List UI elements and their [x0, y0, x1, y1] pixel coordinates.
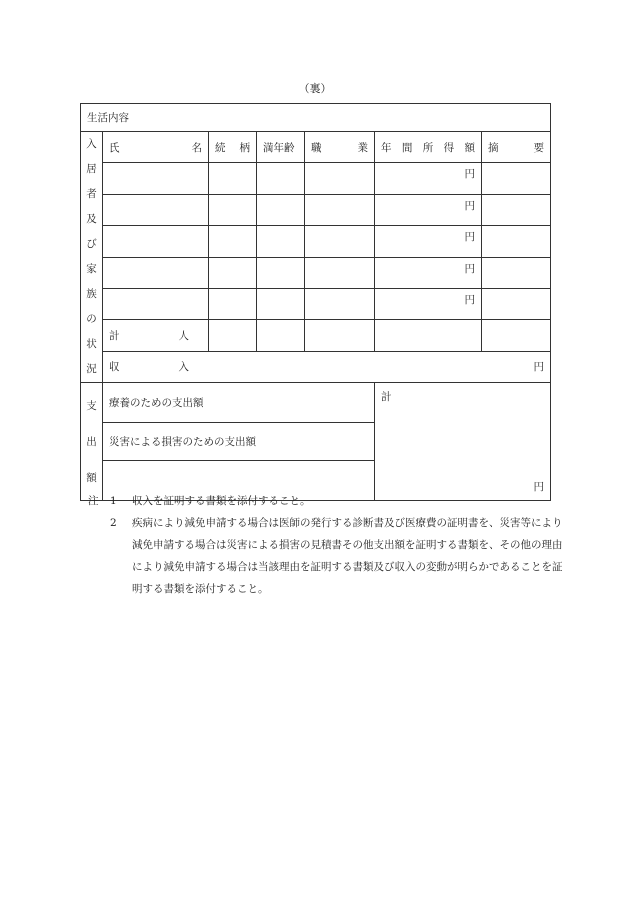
member-occupation-cell[interactable] [305, 226, 375, 257]
member-relation-cell[interactable] [209, 288, 257, 319]
note-item [88, 490, 572, 512]
member-row [81, 288, 551, 319]
header-name: 氏 名 [103, 132, 209, 163]
member-occupation-cell[interactable] [305, 163, 375, 194]
member-age-cell[interactable] [257, 288, 305, 319]
member-relation-cell[interactable] [209, 163, 257, 194]
member-remarks-cell[interactable] [482, 226, 551, 257]
notes-lead: 注 [88, 495, 99, 507]
note-item [88, 512, 572, 600]
income-label-1: 収 [109, 361, 120, 374]
member-income-cell[interactable] [375, 257, 482, 288]
yen-unit: 円 [464, 262, 475, 275]
yen-unit: 円 [464, 199, 475, 212]
member-name-cell[interactable] [103, 257, 209, 288]
note-text: 収入を証明する書類を添付すること。 [132, 495, 311, 507]
expense-row [81, 383, 551, 423]
member-row [81, 194, 551, 225]
member-name-cell[interactable] [103, 163, 209, 194]
member-age-cell[interactable] [257, 226, 305, 257]
member-income-cell[interactable] [375, 288, 482, 319]
member-income-cell[interactable] [375, 163, 482, 194]
header-occupation: 職 業 [305, 132, 375, 163]
household-status-label: 入 居 者 及 び 家 族 の 状 況 [81, 132, 103, 383]
note-number: 1 [110, 495, 117, 507]
note-number: 2 [110, 517, 117, 529]
yen-unit: 円 [464, 293, 475, 306]
member-income-cell[interactable] [375, 194, 482, 225]
header-age: 満年齢 [257, 132, 305, 163]
yen-unit: 円 [533, 361, 544, 374]
total-age-cell[interactable] [257, 320, 305, 351]
member-name-cell[interactable] [103, 194, 209, 225]
member-age-cell[interactable] [257, 163, 305, 194]
member-row [81, 226, 551, 257]
member-age-cell[interactable] [257, 257, 305, 288]
header-relation: 続 柄 [209, 132, 257, 163]
member-row [81, 257, 551, 288]
member-relation-cell[interactable] [209, 257, 257, 288]
header-remarks: 摘 要 [482, 132, 551, 163]
total-persons-row [81, 320, 551, 351]
expense-total-cell[interactable] [375, 383, 551, 501]
expense-label: 支 出 額 [81, 383, 103, 501]
member-occupation-cell[interactable] [305, 257, 375, 288]
member-occupation-cell[interactable] [305, 288, 375, 319]
total-occupation-cell[interactable] [305, 320, 375, 351]
yen-unit: 円 [533, 481, 544, 493]
household-form-table [80, 103, 551, 501]
expense-disaster[interactable]: 災害による損害のための支出額 [103, 423, 375, 461]
total-persons-label: 計 人 [103, 320, 209, 351]
yen-unit: 円 [464, 168, 475, 181]
page-side-label: （裏） [298, 82, 332, 95]
member-remarks-cell[interactable] [482, 194, 551, 225]
member-relation-cell[interactable] [209, 194, 257, 225]
member-income-cell[interactable] [375, 226, 482, 257]
member-remarks-cell[interactable] [482, 288, 551, 319]
section-title: 生活内容 [81, 104, 551, 132]
expense-total-label: 計 [381, 391, 392, 403]
yen-unit: 円 [464, 231, 475, 244]
total-remarks-cell[interactable] [482, 320, 551, 351]
income-cell[interactable] [103, 351, 551, 382]
header-income: 年 間 所 得 額 [375, 132, 482, 163]
income-label-2: 入 [178, 361, 189, 374]
total-relation-cell[interactable] [209, 320, 257, 351]
income-row [81, 351, 551, 382]
member-name-cell[interactable] [103, 288, 209, 319]
member-occupation-cell[interactable] [305, 194, 375, 225]
member-name-cell[interactable] [103, 226, 209, 257]
expense-medical[interactable]: 療養のための支出額 [103, 383, 375, 423]
member-remarks-cell[interactable] [482, 163, 551, 194]
total-income-cell[interactable] [375, 320, 482, 351]
member-remarks-cell[interactable] [482, 257, 551, 288]
notes [88, 490, 572, 600]
note-text: 疾病により減免申請する場合は医師の発行する診断書及び医療費の証明書を、災害等により減免申請する場合は災害による損害の見積書その他支出額を証明する書類を、その他の理由により減免申請する場合は当該理由を証明する書類及び収入の変動が明らかであることを証明する書類を添付すること。 [132, 517, 563, 595]
member-row [81, 163, 551, 194]
member-relation-cell[interactable] [209, 226, 257, 257]
member-age-cell[interactable] [257, 194, 305, 225]
